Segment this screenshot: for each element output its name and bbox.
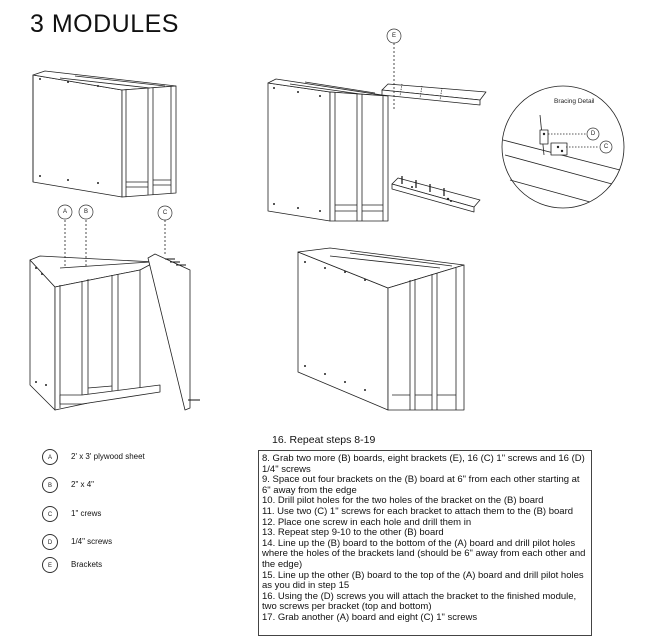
legend-label: 2" x 4" <box>71 480 95 489</box>
instruction-step: 9. Space out four brackets on the (B) board at 6" from each other starting at 6" away from the edge <box>262 474 580 496</box>
module-figure-top-middle <box>268 43 486 221</box>
finished-module-figure <box>298 248 464 410</box>
instruction-step: 10. Drill pilot holes for the two holes of the bracket on the (B) board <box>262 495 544 507</box>
instruction-step: 11. Use two (C) 1" screws for each bracket to attach them to the (B) board <box>262 505 574 517</box>
legend-letter: B <box>42 477 58 493</box>
instruction-step: 14. Line up the (B) board to the bottom of the (A) board and drill pilot holes where the holes of the brackets land (should be 6" away from each other and the edge) <box>262 537 586 570</box>
instruction-step: 17. Grab another (A) board and eight (C) 1" screws <box>262 611 478 623</box>
instruction-step: 12. Place one screw in each hole and drill them in <box>262 516 472 528</box>
legend-label: 2' x 3' plywood sheet <box>71 452 145 461</box>
bracing-detail-label: Bracing Detail <box>554 98 595 105</box>
callout-c-label: C <box>162 210 168 216</box>
callout-e-label: E <box>391 33 397 39</box>
detail-callout-c-label: C <box>603 144 609 150</box>
callout-b-label: B <box>83 209 89 215</box>
page-title: 3 MODULES <box>30 10 179 38</box>
instruction-step: 16. Using the (D) screws you will attach the bracket to the finished module, two screws per bracket (top and bottom) <box>262 590 577 613</box>
legend-letter: E <box>42 557 58 573</box>
legend-letter: A <box>42 449 58 465</box>
detail-callout-d-label: D <box>590 131 596 137</box>
legend-label: 1/4" screws <box>71 537 113 546</box>
instruction-step: 15. Line up the other (B) board to the top of the (A) board and drill pilot holes as you did in step 15 <box>262 569 584 592</box>
legend-label: Brackets <box>71 560 103 569</box>
callout-a-label: A <box>62 209 68 215</box>
instruction-step: 8. Grab two more (B) boards, eight brackets (E), 16 (C) 1" screws and 16 (D) 1/4" screws <box>262 453 585 475</box>
legend-label: 1" crews <box>71 509 102 518</box>
instruction-step: 13. Repeat step 9-10 to the other (B) board <box>262 527 444 539</box>
exploded-figure-bottom-left <box>30 220 200 410</box>
instructions-box <box>258 450 592 636</box>
legend-letter: C <box>42 506 58 522</box>
steps-heading: 16. Repeat steps 8-19 <box>272 434 376 446</box>
legend-letter: D <box>42 534 58 550</box>
module-figure-top-left <box>33 71 176 197</box>
